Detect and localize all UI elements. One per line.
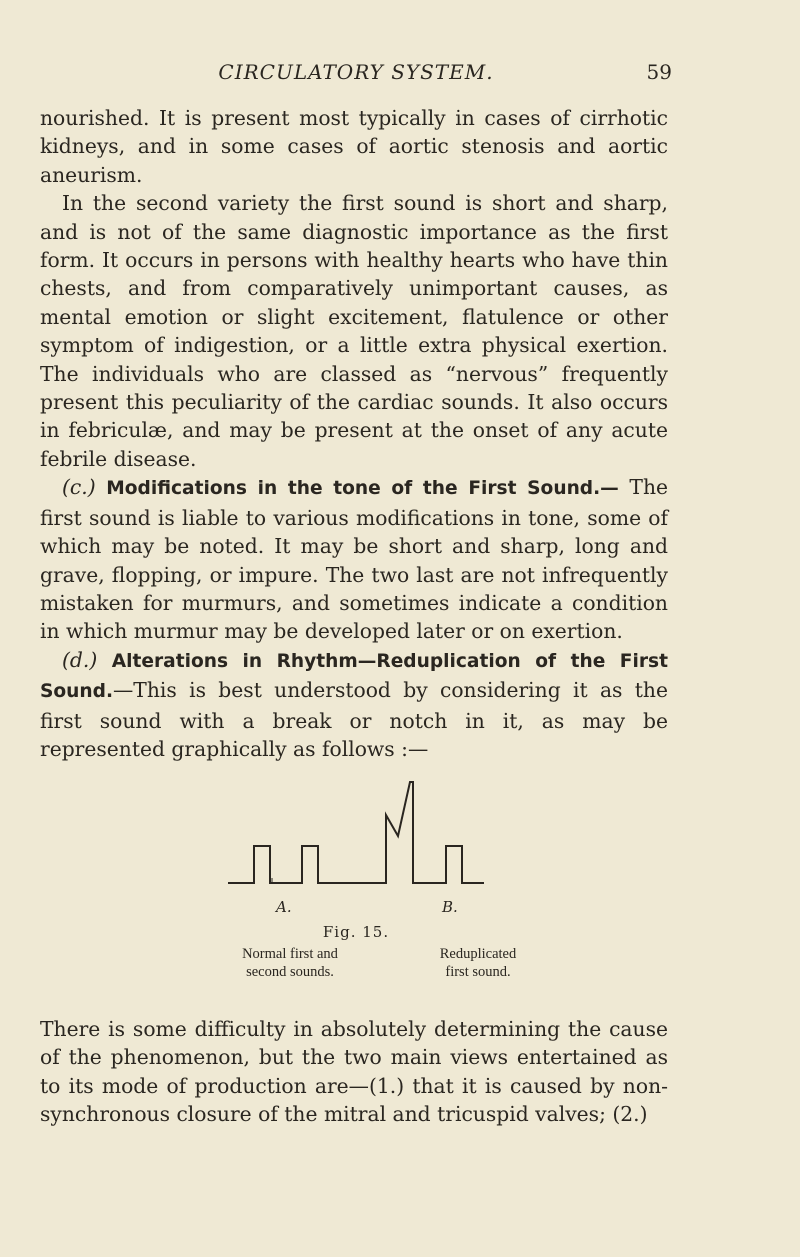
paragraph-continuation: nourished. It is present most typically in cases of cirrhotic kidneys, and in some cases of aortic stenosis and aortic aneurism. <box>40 106 668 187</box>
paragraph-alterations-rhythm <box>40 646 668 764</box>
running-title: CIRCULATORY SYSTEM. <box>218 60 494 84</box>
body-text <box>40 104 668 763</box>
caption-a-line1: Normal first and <box>242 946 338 962</box>
figure-label-b: B. <box>442 898 458 916</box>
diagram-sound-trace <box>228 782 484 883</box>
heart-sound-diagram <box>220 780 500 890</box>
closing-text <box>40 1015 668 1129</box>
section-heading-modifications: Modifications in the tone of the First Sound.— <box>106 478 619 500</box>
caption-b-line2: first sound. <box>445 964 511 980</box>
paragraph-difficulty: There is some difficulty in absolutely determining the cause of the phenomenon, but the two main views entertained as to its mode of production are—(1.) that it is caused by non-synchronous closure of the mitral and tricuspid valves; (2.) <box>40 1017 668 1127</box>
running-head <box>40 60 672 90</box>
figure-caption-a <box>190 945 390 981</box>
section-label-d: (d.) <box>62 647 98 672</box>
caption-a-line2: second sounds. <box>246 964 334 980</box>
paragraph-text-alterations: —This is best understood by considering it as the first sound with a break or notch in it, as may be represented graphically as follows :— <box>40 678 668 761</box>
caption-b-line1: Reduplicated <box>439 946 517 962</box>
page-number: 59 <box>646 60 672 84</box>
paragraph-text-modifications: The first sound is liable to various modifications in tone, some of which may be noted. It may be short and sharp, long and grave, flopping, or impure. The two last are not infrequently mistaken for murmurs, and sometimes indicate a condition in which murmur may be developed later or on exertion. <box>40 475 669 644</box>
paragraph-modifications-tone <box>40 473 668 645</box>
section-label-c: (c.) <box>62 475 96 500</box>
figure-title: Fig. 15. <box>322 923 390 941</box>
section-heading-alterations: Alterations in Rhythm—Reduplication of the First Sound. <box>40 650 668 703</box>
figure-label-a: A. <box>276 898 292 916</box>
paragraph-second-variety: In the second variety the first sound is short and sharp, and is not of the same diagnostic importance as the first form. It occurs in persons with healthy hearts who have thin chests, and from comparatively unimportant causes, as mental emotion or slight excitement, flatulence or other symptom of indigestion, or a little extra physical exertion. The individuals who are classed as “nervous” frequently present this peculiarity of the cardiac sounds. It also occurs in febriculæ, and may be present at the onset of any acute febrile disease. <box>40 191 668 471</box>
book-page <box>40 0 672 1257</box>
figure-15 <box>40 780 672 1010</box>
figure-caption-b <box>388 945 568 981</box>
